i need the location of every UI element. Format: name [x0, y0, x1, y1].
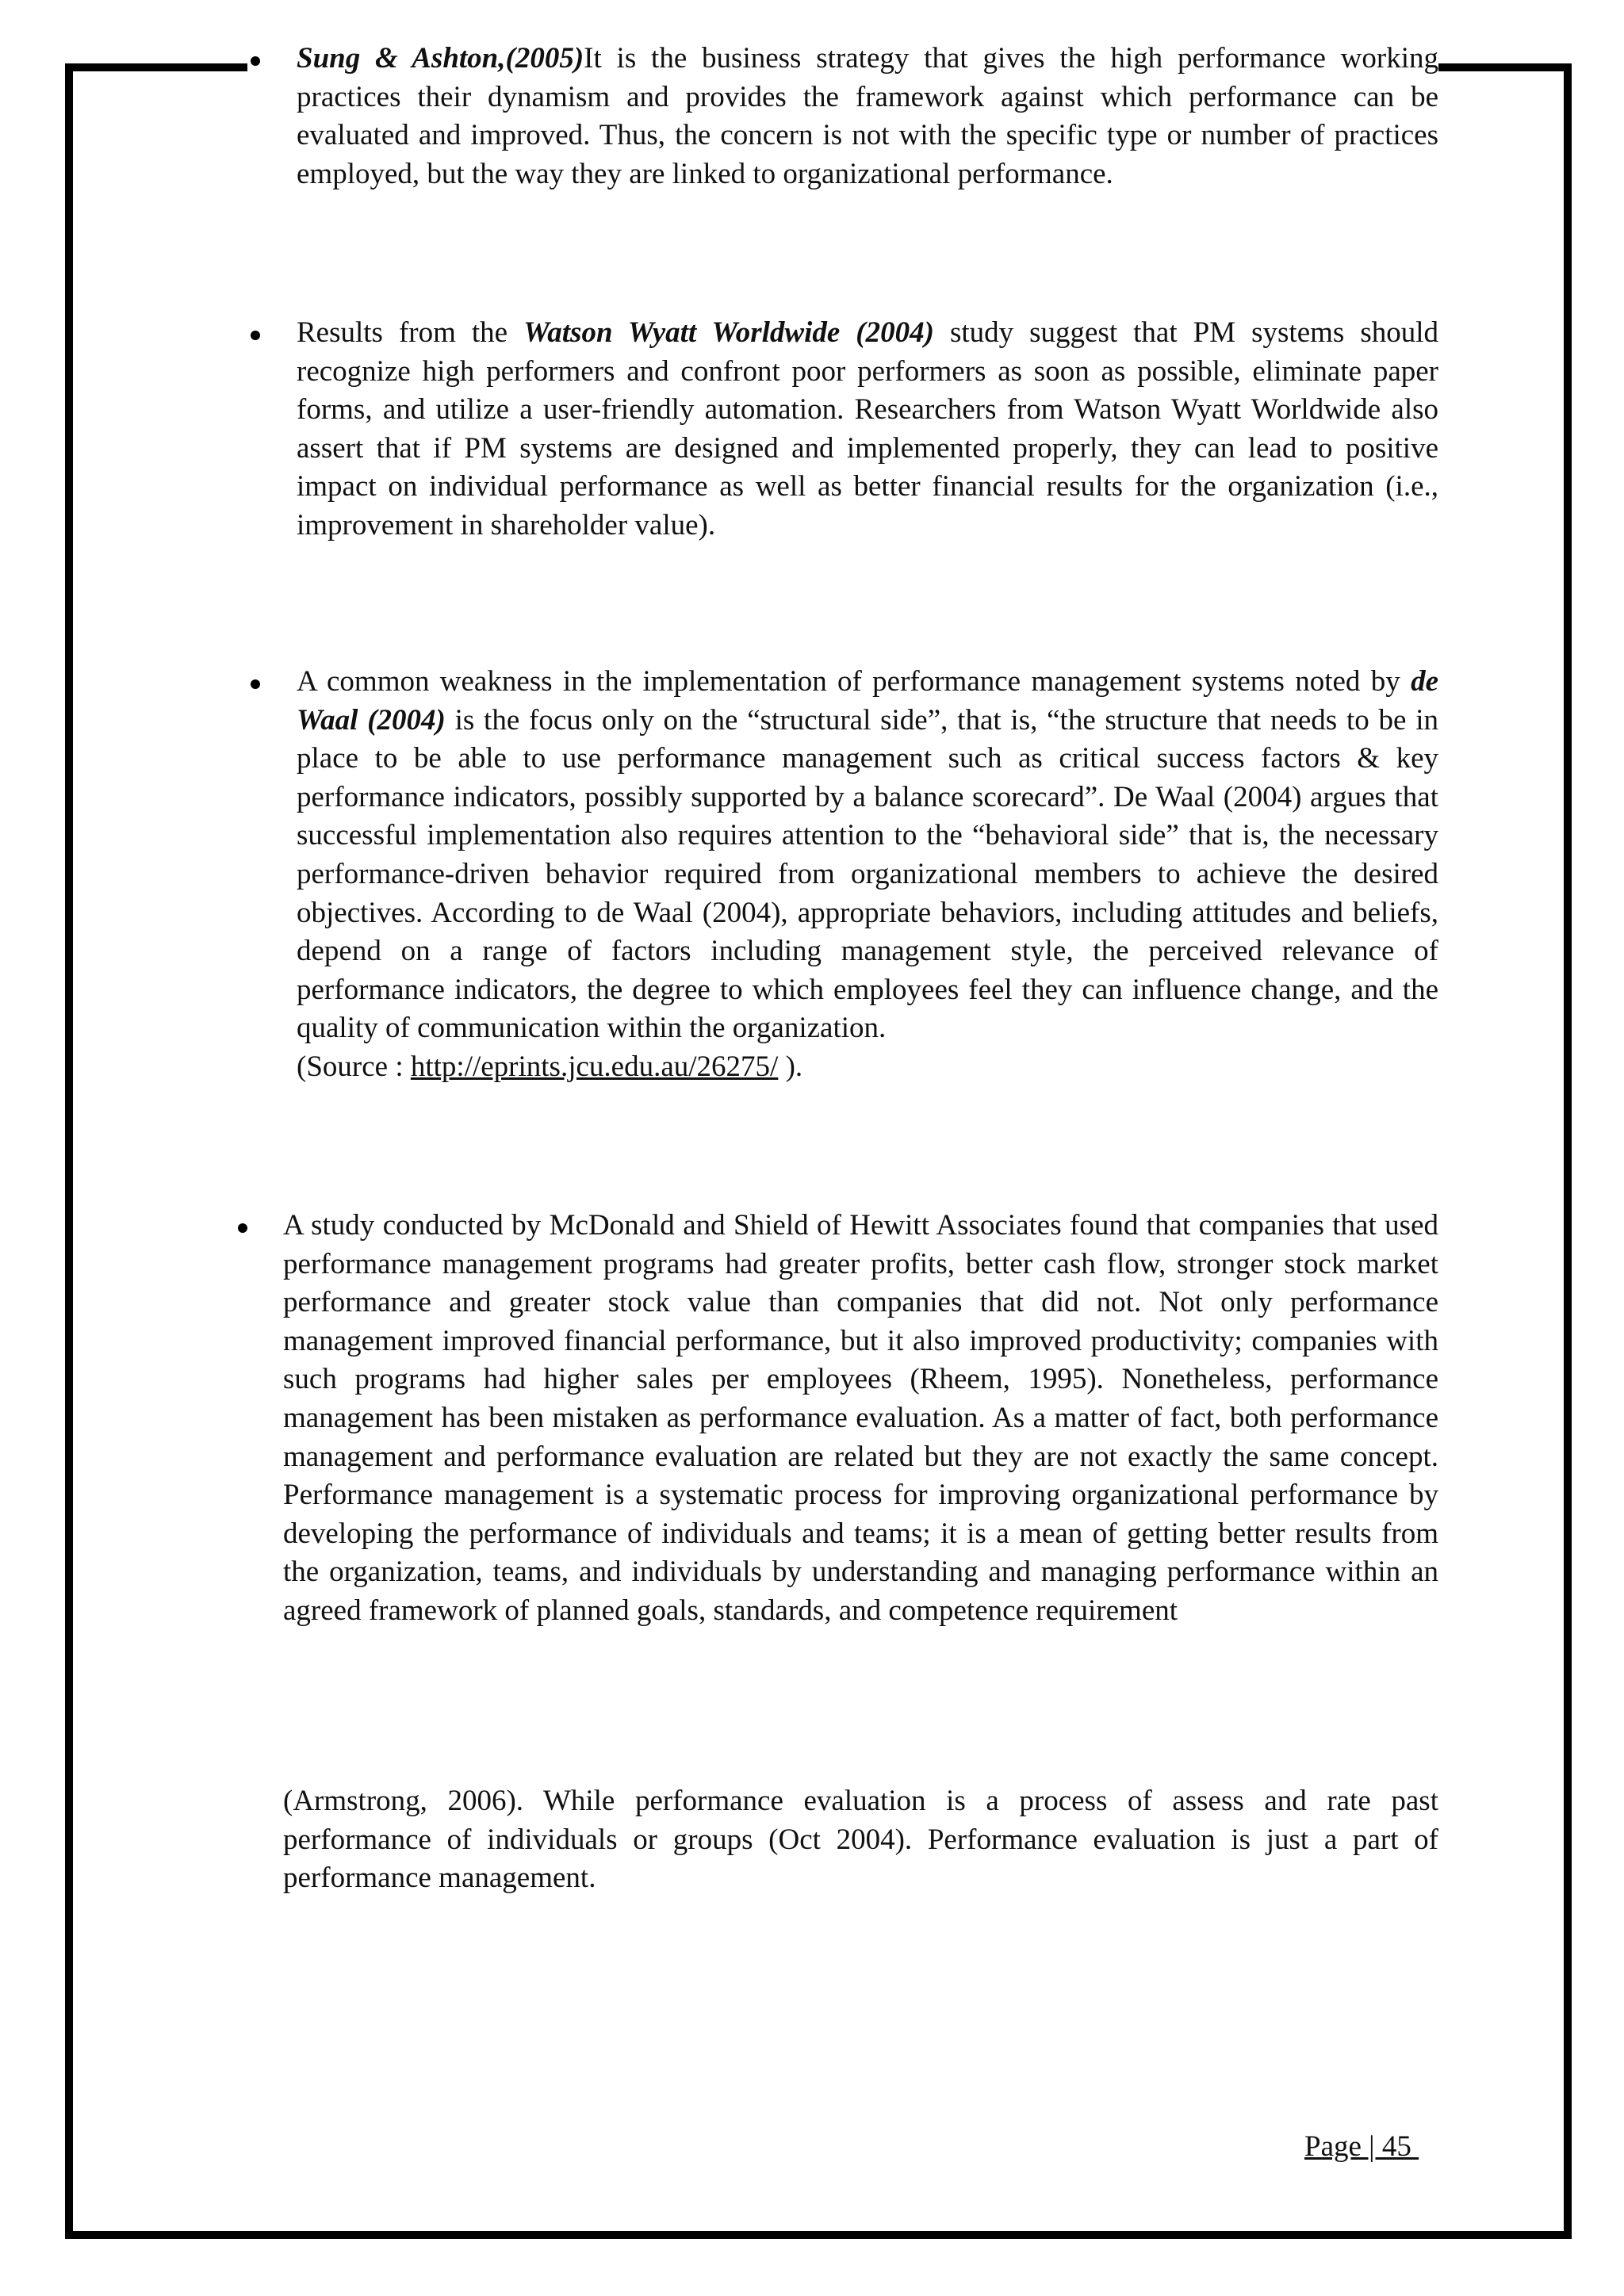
page-border-bottom: [65, 2231, 1572, 2239]
paragraph-text: It is the business strategy that gives the high performance working practices their dynamism and provides the framework against which performance can be evaluated and improved. Thus, the concern is not with the specific type or number of practices employed, but the way they are linked to organizational performance.: [297, 42, 1439, 190]
paragraph-text: Results from the: [297, 316, 524, 349]
page-number: Page | 45: [1304, 2130, 1419, 2163]
paragraph-text: study suggest that PM systems should recognize high performers and confront poor performers as soon as possible, eliminate paper forms, and utilize a user-friendly automation. Researchers from Watson Wyatt Worldwide also assert that if PM systems are designed and implemented properly, they can lead to positive impact on individual performance as well as better financial results for the organization (i.e., improvement in shareholder value).: [297, 316, 1438, 541]
page-border-right: [1564, 63, 1572, 2239]
citation-watson-wyatt: Watson Wyatt Worldwide (2004): [523, 316, 934, 349]
page-border-left: [65, 63, 73, 2239]
citation-de-waal: de Waal (2004): [297, 665, 1438, 737]
source-suffix: ).: [778, 1050, 803, 1083]
page-border-top-right: [1438, 63, 1572, 71]
source-prefix: (Source :: [297, 1050, 411, 1083]
bullet-paragraph-hewitt-study: [283, 1207, 1438, 1631]
bullet-paragraph-de-waal: [297, 663, 1438, 1087]
paragraph-text: (Armstrong, 2006). While performance evaluation is a process of assess and rate past performance of individuals or groups (Oct 2004). Performance evaluation is just a part of performance management.: [283, 1785, 1438, 1895]
paragraph-text: A common weakness in the implementation of performance management systems noted by: [297, 665, 1411, 698]
bullet-icon: [251, 56, 260, 66]
bullet-icon: [251, 679, 260, 689]
bullet-paragraph-watson-wyatt: [297, 314, 1438, 545]
continuation-paragraph: [283, 1782, 1438, 1898]
source-link[interactable]: http://eprints.jcu.edu.au/26275/: [410, 1050, 779, 1083]
page-border-top-left: [65, 63, 247, 71]
bullet-icon: [238, 1223, 247, 1233]
paragraph-text: is the focus only on the “structural side”, that is, “the structure that needs to be in place to be able to use performance management such as critical success factors & key performance indicators, possibly supported by a balance scorecard”. De Waal (2004) argues that successful implementation also requires attention to the “behavioral side” that is, the necessary performance-driven behavior required from organizational members to achieve the desired objectives. According to de Waal (2004), appropriate behaviors, including attitudes and beliefs, depend on a range of factors including management style, the perceived relevance of performance indicators, the degree to which employees feel they can influence change, and the quality of communication within the organization.: [297, 703, 1438, 1045]
bullet-paragraph-sung-ashton: [297, 40, 1438, 193]
paragraph-text: A study conducted by McDonald and Shield of Hewitt Associates found that companies that used performance management programs had greater profits, better cash flow, stronger stock market performance and greater stock value than companies that did not. Not only performance management improved financial performance, but it also improved productivity; companies with such programs had higher sales per employees (Rheem, 1995). Nonetheless, performance management has been mistaken as performance evaluation. As a matter of fact, both performance management and performance evaluation are related but they are not exactly the same concept. Performance management is a systematic process for improving organizational performance by developing the performance of individuals and teams; it is a mean of getting better results from the organization, teams, and individuals by understanding and managing performance within an agreed framework of planned goals, standards, and competence requirement: [283, 1209, 1438, 1627]
bullet-icon: [251, 331, 260, 340]
citation-sung-ashton: Sung & Ashton,(2005): [297, 42, 584, 75]
